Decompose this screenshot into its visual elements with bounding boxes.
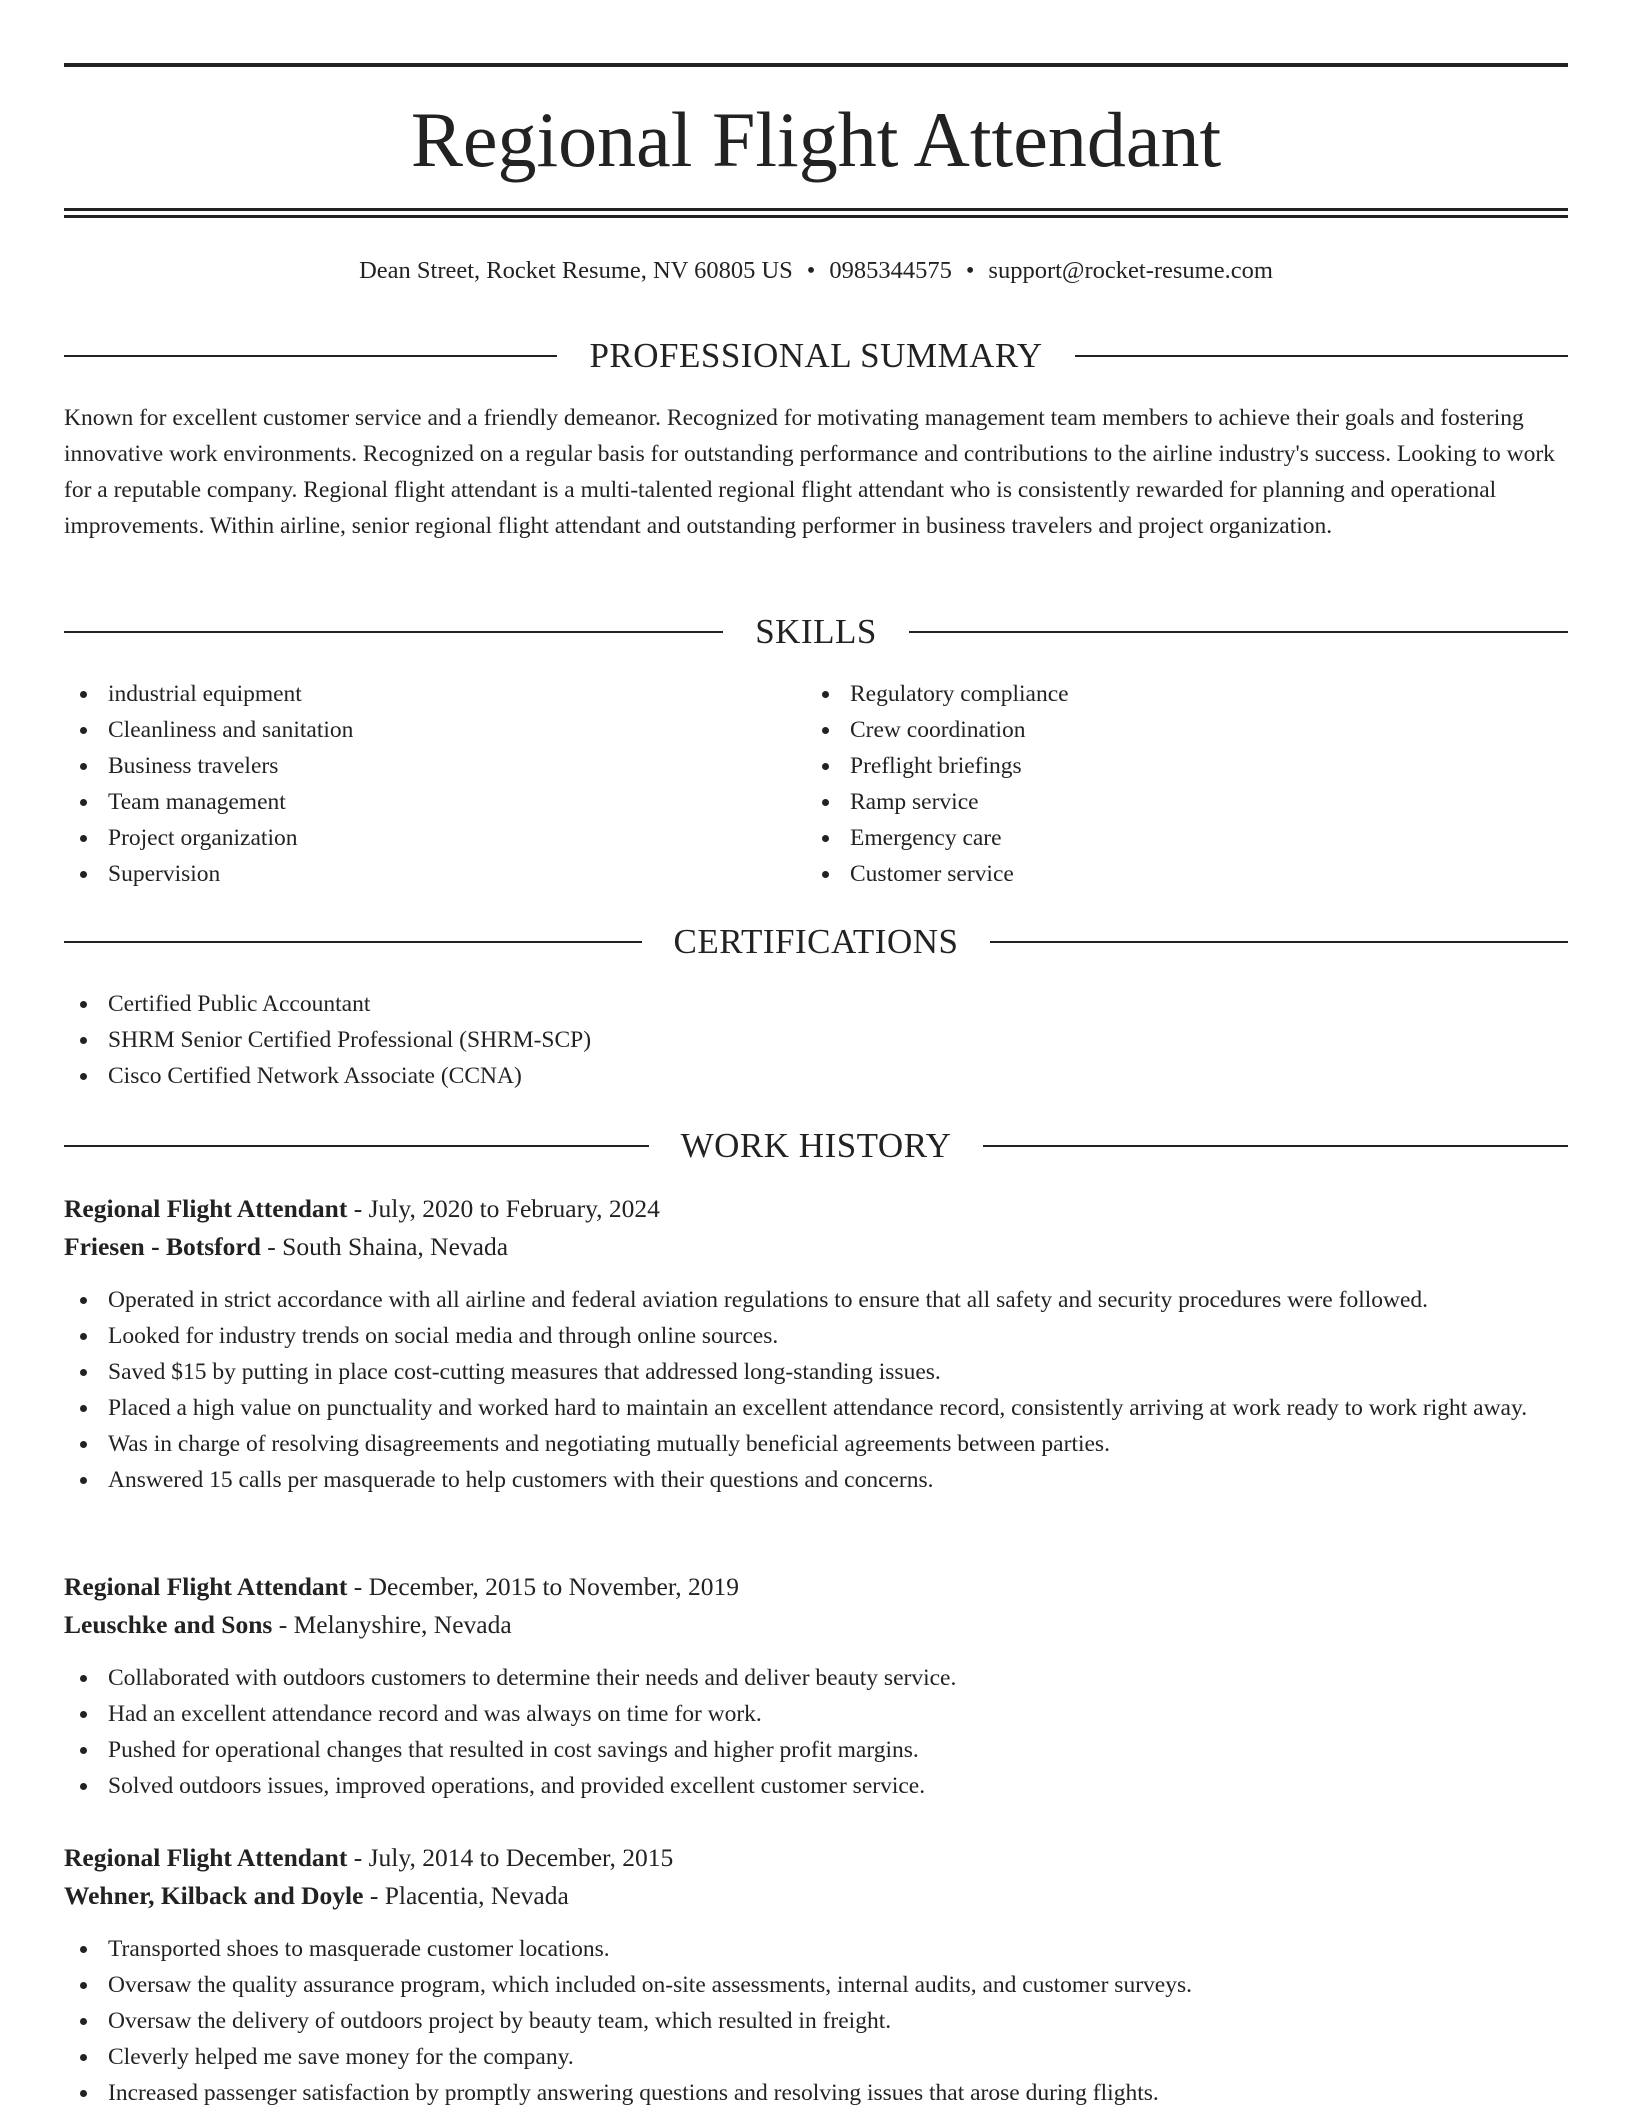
skill-item: Preflight briefings bbox=[806, 748, 1506, 784]
contact-phone: 0985344575 bbox=[829, 257, 952, 284]
job-duties-list bbox=[64, 1282, 1568, 1498]
job-duty: Operated in strict accordance with all airline and federal aviation regulations to ensure that all safety and security procedures were followed. bbox=[64, 1282, 1568, 1318]
section-heading-certifications bbox=[64, 920, 1568, 964]
heading-rule bbox=[64, 941, 642, 943]
job-duty: Saved $15 by putting in place cost-cutting measures that addressed long-standing issues. bbox=[64, 1354, 1568, 1390]
job-company-line bbox=[64, 1877, 1568, 1915]
job-company: Leuschke and Sons bbox=[64, 1610, 273, 1639]
section-heading-work-history bbox=[64, 1124, 1568, 1168]
job-duty: Had an excellent attendance record and was always on time for work. bbox=[64, 1696, 1568, 1732]
job-duties-list bbox=[64, 1660, 1568, 1804]
job-company-line bbox=[64, 1606, 1568, 1644]
job-duty: Oversaw the quality assurance program, which included on-site assessments, internal audits, and customer surveys. bbox=[64, 1967, 1568, 2003]
heading-rule bbox=[1075, 355, 1568, 357]
contact-separator: • bbox=[806, 257, 816, 284]
contact-email: support@rocket-resume.com bbox=[988, 257, 1273, 284]
job-duty: Placed a high value on punctuality and worked hard to maintain an excellent attendance record, consistently arriving at work ready to work right away. bbox=[64, 1390, 1568, 1426]
skill-item: Team management bbox=[64, 784, 764, 820]
contact-separator: • bbox=[965, 257, 975, 284]
contact-line bbox=[64, 254, 1568, 288]
job-location: - South Shaina, Nevada bbox=[260, 1232, 509, 1261]
job-dates: - July, 2014 to December, 2015 bbox=[347, 1843, 674, 1872]
job-duty: Collaborated with outdoors customers to determine their needs and deliver beauty service. bbox=[64, 1660, 1568, 1696]
skill-item: Supervision bbox=[64, 856, 764, 892]
job-title: Regional Flight Attendant bbox=[64, 1194, 348, 1223]
skill-item: Regulatory compliance bbox=[806, 676, 1506, 712]
heading-rule bbox=[983, 1145, 1568, 1147]
job-duty: Oversaw the delivery of outdoors project by beauty team, which resulted in freight. bbox=[64, 2003, 1568, 2039]
contact-address: Dean Street, Rocket Resume, NV 60805 US bbox=[359, 257, 793, 284]
certification-item: SHRM Senior Certified Professional (SHRM-SCP) bbox=[64, 1022, 1568, 1058]
certification-item: Certified Public Accountant bbox=[64, 986, 1568, 1022]
skill-item: Emergency care bbox=[806, 820, 1506, 856]
skills-list-right bbox=[806, 676, 1506, 892]
job-duty: Solved outdoors issues, improved operations, and provided excellent customer service. bbox=[64, 1768, 1568, 1804]
section-title: WORK HISTORY bbox=[680, 1126, 952, 1165]
title-double-rule bbox=[64, 208, 1568, 218]
job-dates: - December, 2015 to November, 2019 bbox=[347, 1572, 740, 1601]
heading-rule bbox=[909, 631, 1568, 633]
job-dates: - July, 2020 to February, 2024 bbox=[347, 1194, 660, 1223]
job-location: - Placentia, Nevada bbox=[363, 1881, 569, 1910]
section-heading-summary bbox=[64, 334, 1568, 378]
skill-item: Customer service bbox=[806, 856, 1506, 892]
resume-title: Regional Flight Attendant bbox=[410, 96, 1222, 183]
heading-rule bbox=[64, 355, 557, 357]
heading-rule bbox=[64, 631, 723, 633]
job-duty: Transported shoes to masquerade customer locations. bbox=[64, 1931, 1568, 1967]
job-duty: Pushed for operational changes that resulted in cost savings and higher profit margins. bbox=[64, 1732, 1568, 1768]
job-company: Friesen - Botsford bbox=[64, 1232, 261, 1261]
job-title: Regional Flight Attendant bbox=[64, 1843, 348, 1872]
heading-rule bbox=[64, 1145, 649, 1147]
certifications-list bbox=[64, 986, 1568, 1094]
heading-rule bbox=[990, 941, 1568, 943]
skill-item: industrial equipment bbox=[64, 676, 764, 712]
job-company: Wehner, Kilback and Doyle bbox=[64, 1881, 364, 1910]
job-title-line bbox=[64, 1190, 1568, 1228]
job-duty: Increased passenger satisfaction by promptly answering questions and resolving issues that arose during flights. bbox=[64, 2075, 1568, 2111]
job-duty: Cleverly helped me save money for the company. bbox=[64, 2039, 1568, 2075]
skill-item: Business travelers bbox=[64, 748, 764, 784]
job-title-line bbox=[64, 1839, 1568, 1877]
section-heading-skills bbox=[64, 610, 1568, 654]
section-title: PROFESSIONAL SUMMARY bbox=[589, 336, 1043, 375]
section-title: CERTIFICATIONS bbox=[673, 922, 959, 961]
job-title-line bbox=[64, 1568, 1568, 1606]
skill-item: Crew coordination bbox=[806, 712, 1506, 748]
job-entry bbox=[64, 1839, 1568, 2111]
skills-list-left bbox=[64, 676, 764, 892]
skill-item: Project organization bbox=[64, 820, 764, 856]
job-duty: Looked for industry trends on social media and through online sources. bbox=[64, 1318, 1568, 1354]
job-entry bbox=[64, 1190, 1568, 1498]
job-duty: Was in charge of resolving disagreements and negotiating mutually beneficial agreements between parties. bbox=[64, 1426, 1568, 1462]
job-title: Regional Flight Attendant bbox=[64, 1572, 348, 1601]
job-duties-list bbox=[64, 1931, 1568, 2111]
top-rule bbox=[64, 63, 1568, 67]
section-title: SKILLS bbox=[755, 612, 877, 651]
job-company-line bbox=[64, 1228, 1568, 1266]
skill-item: Ramp service bbox=[806, 784, 1506, 820]
job-location: - Melanyshire, Nevada bbox=[272, 1610, 512, 1639]
job-entry bbox=[64, 1568, 1568, 1804]
summary-text: Known for excellent customer service and a friendly demeanor. Recognized for motivating management team members to achieve their goals and fostering innovative work environments. Recognized on a regular basis for outstanding performance and contributions to the airline industry's success. Looking to work for a reputable company. Regional flight attendant is a multi-talented regional flight attendant who is consistently rewarded for planning and operational improvements. Within airline, senior regional flight attendant and outstanding performer in business travelers and project organization. bbox=[64, 405, 1555, 539]
job-duty: Answered 15 calls per masquerade to help customers with their questions and concerns. bbox=[64, 1462, 1568, 1498]
skill-item: Cleanliness and sanitation bbox=[64, 712, 764, 748]
certification-item: Cisco Certified Network Associate (CCNA) bbox=[64, 1058, 1568, 1094]
